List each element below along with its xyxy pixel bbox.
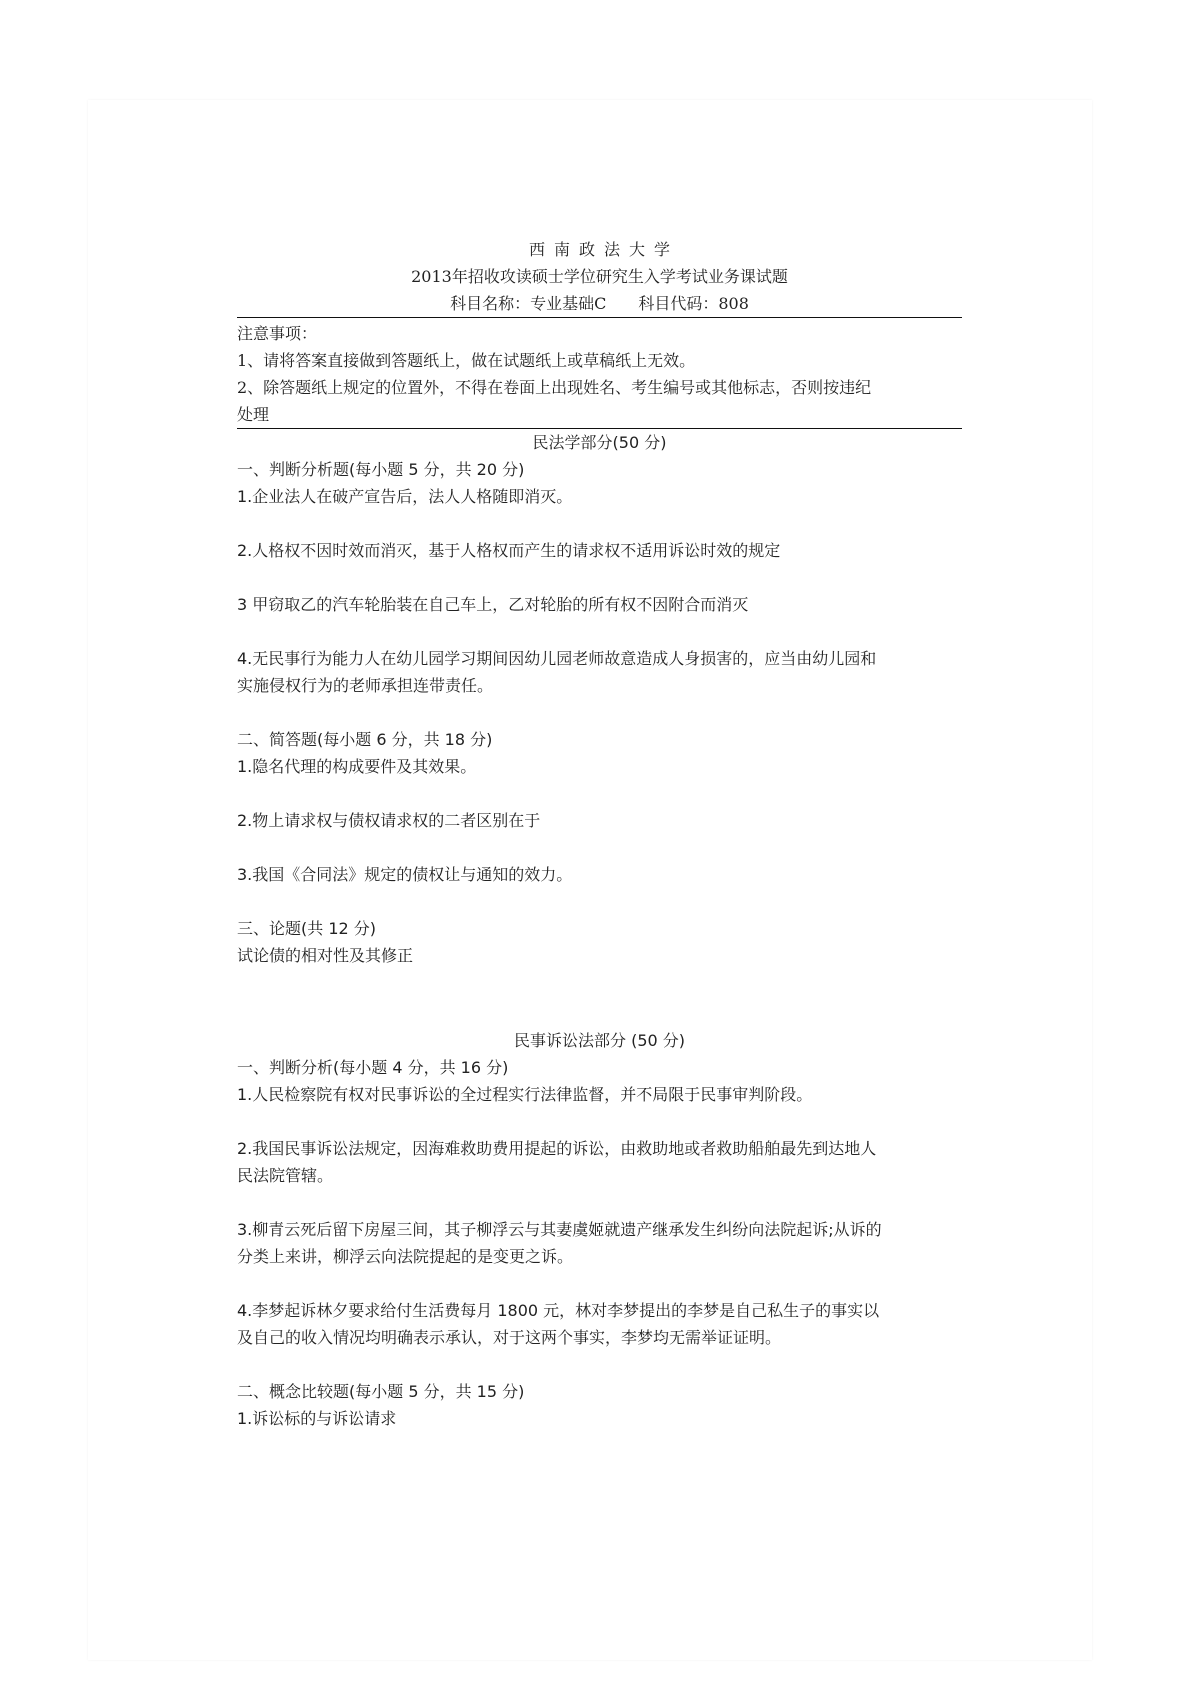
civil-procedure-part1-q1: 1.人民检察院有权对民事诉讼的全过程实行法律监督，并不局限于民事审判阶段。 <box>237 1085 813 1104</box>
notes-item-2-line-2: 处理 <box>237 405 270 424</box>
spacer <box>237 510 962 537</box>
civil-procedure-part1-q4-line-1: 4.李梦起诉林夕要求给付生活费每月 1800 元，林对李梦提出的李梦是自己私生子的事实以 <box>237 1301 880 1320</box>
school-name: 西南政法大学 <box>528 240 679 259</box>
notes-item-1: 1、请将答案直接做到答题纸上，做在试题纸上或草稿纸上无效。 <box>237 351 696 370</box>
header-divider <box>237 317 962 318</box>
civil-law-part2-q3: 3.我国《合同法》规定的债权让与通知的效力。 <box>237 865 573 884</box>
civil-procedure-section-title: 民事诉讼法部分 (50 分) <box>513 1031 686 1050</box>
spacer <box>237 618 962 645</box>
subject-line: 科目名称：专业基础C 科目代码：808 <box>450 294 749 313</box>
spacer <box>237 1189 962 1216</box>
spacer <box>237 888 962 915</box>
civil-law-part2-q2: 2.物上请求权与债权请求权的二者区别在于 <box>237 811 541 830</box>
spacer <box>237 834 962 861</box>
civil-law-part1-q1: 1.企业法人在破产宣告后，法人人格随即消灭。 <box>237 487 573 506</box>
civil-law-part3-title: 三、论题(共 12 分) <box>237 919 377 938</box>
notes-title: 注意事项： <box>237 324 318 343</box>
civil-procedure-part1-q2-line-1: 2.我国民事诉讼法规定，因海难救助费用提起的诉讼，由救助地或者救助船舶最先到达地人 <box>237 1139 877 1158</box>
spacer <box>237 780 962 807</box>
civil-law-section-title: 民法学部分(50 分) <box>532 433 667 452</box>
spacer <box>237 969 962 1027</box>
exam-title: 2013年招收攻读硕士学位研究生入学考试业务课试题 <box>411 267 788 286</box>
civil-procedure-part1-q3-line-2: 分类上来讲，柳浮云向法院提起的是变更之诉。 <box>237 1247 574 1266</box>
civil-procedure-part1-q3-line-1: 3.柳青云死后留下房屋三间，其子柳浮云与其妻虞姬就遗产继承发生纠纷向法院起诉;从诉的 <box>237 1220 882 1239</box>
civil-procedure-part1-title: 一、判断分析(每小题 4 分，共 16 分) <box>237 1058 509 1077</box>
civil-law-part2-q1: 1.隐名代理的构成要件及其效果。 <box>237 757 477 776</box>
spacer <box>237 564 962 591</box>
civil-procedure-part1-q2-line-2: 民法院管辖。 <box>237 1166 334 1185</box>
civil-law-part1-q3: 3 甲窃取乙的汽车轮胎装在自己车上，乙对轮胎的所有权不因附合而消灭 <box>237 595 749 614</box>
civil-law-part1-q4-line-2: 实施侵权行为的老师承担连带责任。 <box>237 676 494 695</box>
civil-law-part1-title: 一、判断分析题(每小题 5 分，共 20 分) <box>237 460 525 479</box>
civil-law-part1-q2: 2.人格权不因时效而消灭，基于人格权而产生的请求权不适用诉讼时效的规定 <box>237 541 781 560</box>
spacer <box>237 1270 962 1297</box>
spacer <box>237 1108 962 1135</box>
exam-content <box>237 236 962 1432</box>
civil-law-part2-title: 二、简答题(每小题 6 分，共 18 分) <box>237 730 493 749</box>
civil-law-part3-q1: 试论债的相对性及其修正 <box>237 946 414 965</box>
spacer <box>237 1351 962 1378</box>
civil-procedure-part2-q1: 1.诉讼标的与诉讼请求 <box>237 1409 397 1428</box>
notes-item-2-line-1: 2、除答题纸上规定的位置外，不得在卷面上出现姓名、考生编号或其他标志，否则按违纪 <box>237 378 872 397</box>
civil-procedure-part2-title: 二、概念比较题(每小题 5 分，共 15 分) <box>237 1382 525 1401</box>
civil-law-part1-q4-line-1: 4.无民事行为能力人在幼儿园学习期间因幼儿园老师故意造成人身损害的，应当由幼儿园和 <box>237 649 877 668</box>
civil-procedure-part1-q4-line-2: 及自己的收入情况均明确表示承认，对于这两个事实，李梦均无需举证证明。 <box>237 1328 782 1347</box>
spacer <box>237 699 962 726</box>
